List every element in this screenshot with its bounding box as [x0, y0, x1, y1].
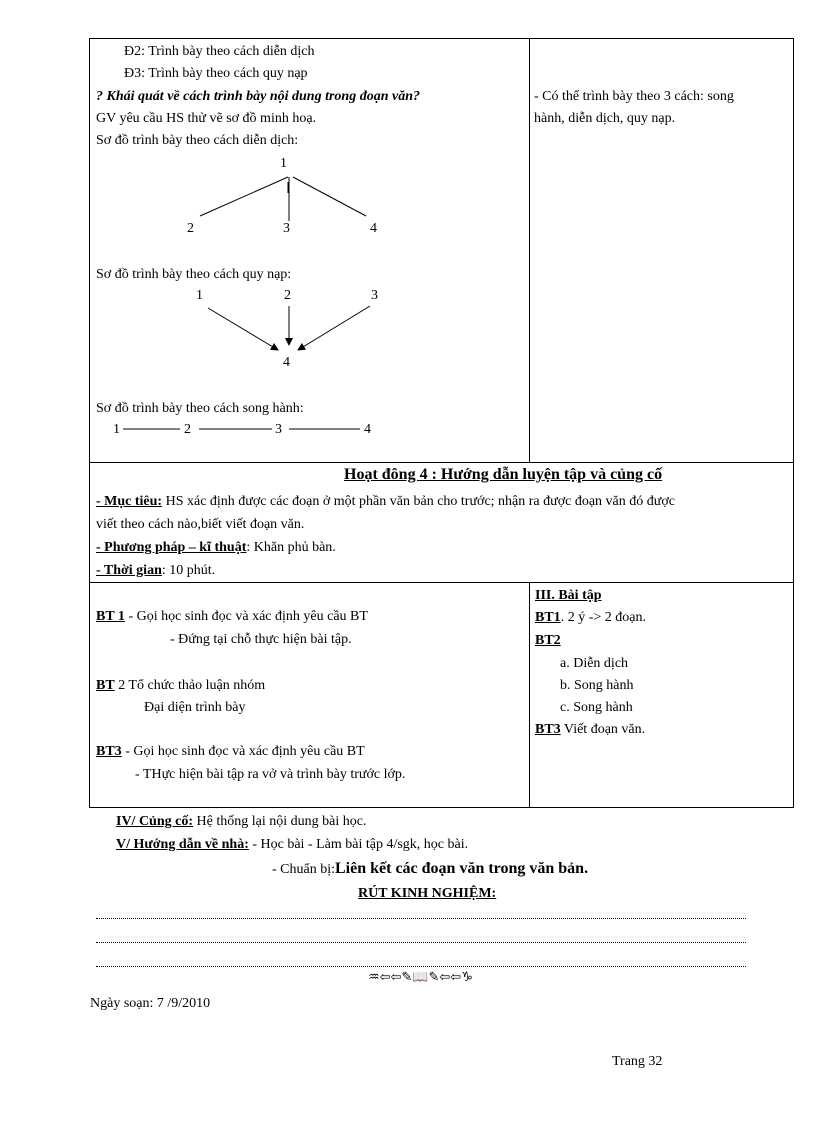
rut-kinh-nghiem-title: RÚT KINH NGHIỆM: [358, 886, 497, 901]
inductive-node-3: 3 [371, 288, 378, 303]
inductive-title: Sơ đồ trình bày theo cách quy nạp: [96, 267, 292, 282]
right-bt3-line [535, 722, 645, 738]
right-bt3-label: BT3 [535, 722, 561, 737]
muc-tieu-label: - Mục tiêu: [96, 494, 163, 509]
dotted-line-2 [96, 942, 746, 943]
thoi-gian-line [96, 563, 215, 579]
muc-tieu-text-2: viết theo cách nào,biết viết đoạn văn. [96, 517, 305, 532]
ngay-soan: Ngày soạn: 7 /9/2010 [90, 996, 211, 1011]
bt2-text: 2 Tổ chức thảo luận nhóm [114, 678, 266, 693]
parallel-node-3: 3 [275, 422, 282, 437]
activity-title: Hoạt đông 4 : Hướng dẫn luyện tập và củng cố [344, 466, 663, 483]
right-item-b: b. Song hành [560, 678, 634, 693]
dotted-line-3 [96, 966, 746, 967]
bt3-sub: - THực hiện bài tập ra vở và trình bày trước lớp. [135, 767, 406, 782]
d3-line: Đ3: Trình bày theo cách quy nạp [124, 66, 308, 81]
dotted-line-1 [96, 918, 746, 919]
ornament: ♒⇦⇦✎📖✎⇦⇦♑ [368, 970, 473, 985]
chuan-bi-text: Liên kết các đoạn văn trong văn bản. [335, 860, 589, 877]
cung-co-label: IV/ Củng cố: [116, 814, 194, 829]
bt1-text: - Gọi học sinh đọc và xác định yêu cầu BT [124, 609, 368, 624]
cung-co-line [116, 814, 366, 830]
parallel-title: Sơ đồ trình bày theo cách song hành: [96, 401, 304, 416]
bt1-sub: - Đứng tại chỗ thực hiện bài tập. [170, 632, 352, 647]
answer-line-1: - Có thể trình bày theo 3 cách: song [534, 89, 734, 104]
parallel-node-2: 2 [184, 422, 191, 437]
bt3-line [96, 744, 365, 760]
inductive-node-2: 2 [284, 288, 291, 303]
right-bt1-text: . 2 ý -> 2 đoạn. [560, 610, 646, 625]
right-bt1-label: BT1 [535, 610, 561, 625]
phuong-phap-line [96, 540, 336, 556]
bt2-label: BT [96, 678, 115, 693]
thoi-gian-label: - Thời gian [96, 563, 162, 578]
bt2-line [96, 678, 265, 694]
gv-line: GV yêu cầu HS thử vẽ sơ đồ minh hoạ. [96, 111, 317, 126]
d2-line: Đ2: Trình bày theo cách diễn dịch [124, 44, 315, 59]
bt3-text: - Gọi học sinh đọc và xác định yêu cầu BT [121, 744, 365, 759]
hdvn-line [116, 837, 468, 853]
bt1-label: BT 1 [96, 609, 125, 624]
inductive-node-1: 1 [196, 288, 203, 303]
deductive-node-2: 2 [187, 221, 194, 236]
thoi-gian-text: : 10 phút. [161, 563, 216, 578]
right-item-c: c. Song hành [560, 700, 633, 715]
right-bt3-text: Viết đoạn văn. [560, 722, 646, 737]
bt3-label: BT3 [96, 744, 122, 759]
muc-tieu-text: HS xác định được các đoạn ở một phần văn bản cho trước; nhận ra được đoạn văn đó được [162, 494, 675, 509]
page-number: Trang 32 [612, 1054, 663, 1069]
chuan-bi-label: - Chuẩn bị: [272, 862, 335, 877]
hdvn-text: - Học bài - Làm bài tập 4/sgk, học bài. [248, 837, 469, 852]
phuong-phap-label: - Phương pháp – kĩ thuật [96, 540, 247, 555]
right-bt2-label: BT2 [535, 633, 561, 648]
bt1-line [96, 609, 368, 625]
question-line: ? Khái quát về cách trình bày nội dung trong đoạn văn? [96, 89, 421, 104]
deductive-node-1: 1 [280, 156, 287, 171]
deductive-node-3: 3 [283, 221, 290, 236]
answer-line-2: hành, diễn dịch, quy nạp. [534, 111, 676, 126]
parallel-node-4: 4 [364, 422, 371, 437]
bt2-sub: Đại diện trình bày [144, 700, 246, 715]
deductive-node-4: 4 [370, 221, 377, 236]
deductive-title: Sơ đồ trình bày theo cách diễn dịch: [96, 133, 299, 148]
muc-tieu-line [96, 494, 675, 510]
phuong-phap-text: : Khăn phủ bàn. [246, 540, 336, 555]
inductive-node-4: 4 [283, 355, 290, 370]
hdvn-label: V/ Hướng dẫn về nhà: [116, 837, 249, 852]
chuan-bi-line [272, 860, 588, 878]
cung-co-text: Hệ thống lại nội dung bài học. [193, 814, 367, 829]
right-bt1-line [535, 610, 646, 626]
parallel-node-1: 1 [113, 422, 120, 437]
right-title: III. Bài tập [535, 588, 602, 603]
right-item-a: a. Diễn dịch [560, 656, 629, 671]
